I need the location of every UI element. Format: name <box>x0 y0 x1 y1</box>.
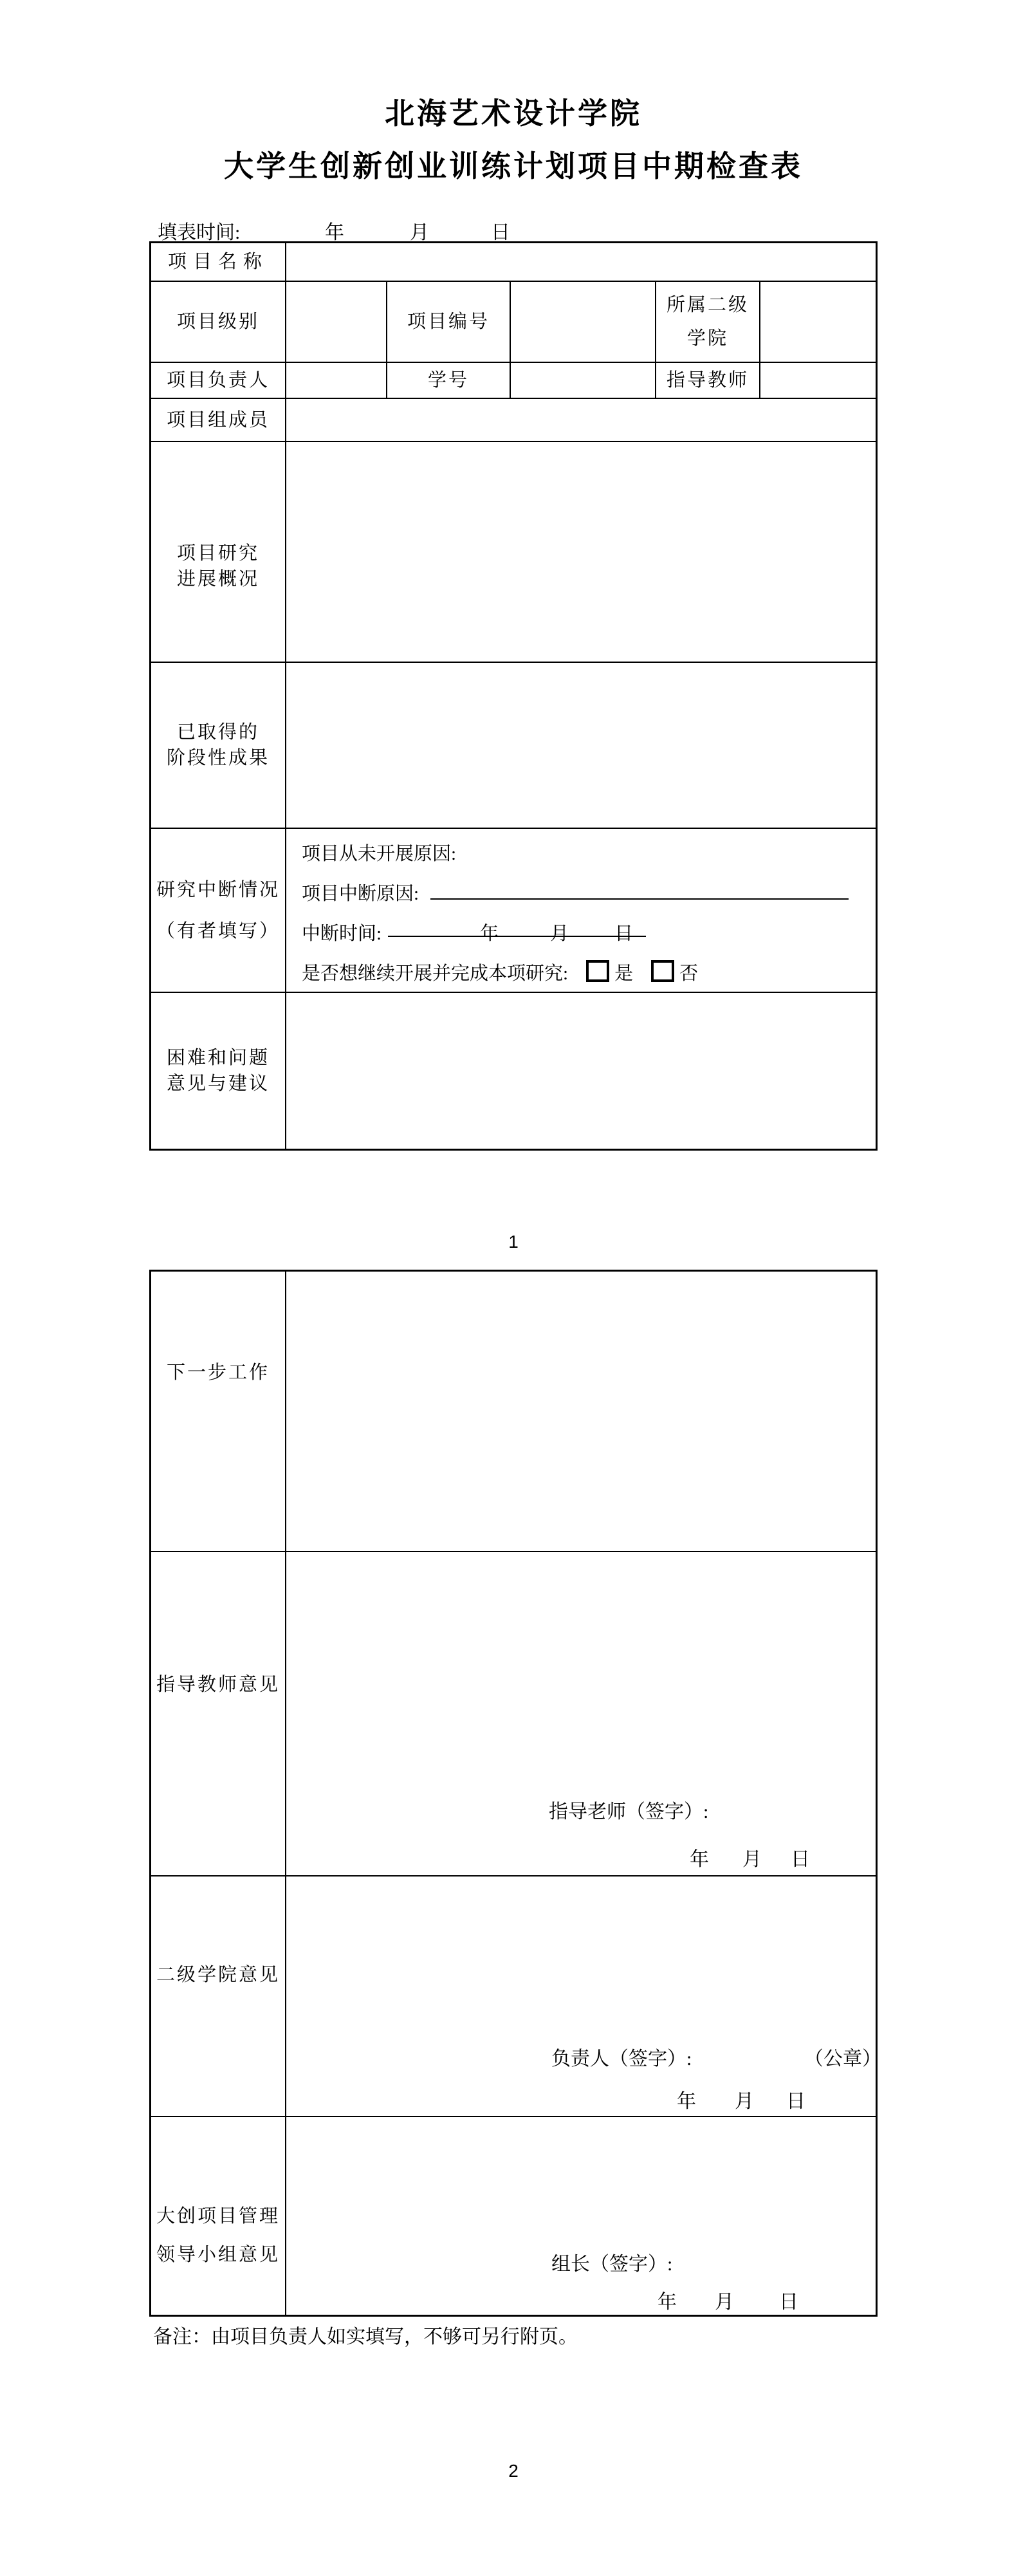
interrupt-time-line <box>302 914 876 954</box>
interrupt-time-label: 中断时间: <box>302 923 382 944</box>
advisor-signature-label: 指导老师（签字）: <box>549 1801 709 1822</box>
achieved-results-value-cell[interactable] <box>286 663 876 829</box>
advisor-value-cell[interactable] <box>760 363 876 399</box>
advisor-opinion-cell[interactable] <box>286 1552 876 1876</box>
college-opinion-cell[interactable] <box>286 1876 881 2117</box>
project-leader-value-cell[interactable] <box>286 363 387 399</box>
never-started-label: 项目从未开展原因: <box>302 844 457 864</box>
difficulties-value-cell[interactable] <box>286 993 876 1149</box>
advisor-label: 指导教师 <box>656 363 760 399</box>
project-leader-label: 项目负责人 <box>151 363 286 399</box>
project-level-label: 项目级别 <box>151 282 286 363</box>
no-checkbox[interactable] <box>651 960 674 982</box>
official-seal-label: （公章） <box>804 2048 881 2070</box>
next-step-label: 下一步工作 <box>151 1272 286 1552</box>
interrupt-reason-label: 项目中断原因: <box>302 884 419 904</box>
interruption-detail-cell <box>286 829 876 993</box>
student-id-label: 学号 <box>387 363 511 399</box>
advisor-opinion-label: 指导教师意见 <box>151 1552 286 1876</box>
fill-time-line <box>0 216 1021 242</box>
advisor-date-line: 年 月 日 <box>690 1849 810 1870</box>
footer-note: 备注：由项目负责人如实填写，不够可另行附页。 <box>153 2326 578 2348</box>
college-signature-label: 负责人（签字）: <box>551 2048 692 2070</box>
project-code-label: 项目编号 <box>387 282 511 363</box>
next-step-value-cell[interactable] <box>286 1272 876 1552</box>
fill-time-year-label: 年 <box>325 222 344 243</box>
interrupt-reason-blank-line[interactable] <box>430 876 849 900</box>
interrupt-year-label: 年 <box>480 923 499 944</box>
continue-question-line <box>302 954 876 994</box>
fill-time-month-label: 月 <box>410 222 429 243</box>
achieved-results-label: 已取得的 阶段性成果 <box>151 663 286 829</box>
college-value-cell[interactable] <box>760 282 876 363</box>
project-name-label: 项目名称 <box>151 243 286 282</box>
team-members-value-cell[interactable] <box>286 399 876 442</box>
never-started-line <box>302 834 876 874</box>
continue-question-label: 是否想继续开展并完成本项研究: <box>302 963 569 984</box>
project-level-value-cell[interactable] <box>286 282 387 363</box>
page-number-1: 1 <box>508 1232 519 1252</box>
yes-label: 是 <box>614 963 634 984</box>
midterm-check-table-page2 <box>149 1270 881 2317</box>
yes-checkbox[interactable] <box>586 960 609 982</box>
midterm-check-table-page1 <box>149 241 878 1151</box>
committee-opinion-cell[interactable] <box>286 2117 876 2315</box>
interrupt-time-blank-line[interactable] <box>388 914 646 944</box>
college-label: 所属二级 学院 <box>656 282 760 363</box>
student-id-value-cell[interactable] <box>511 363 656 399</box>
interrupt-day-label: 日 <box>614 923 634 944</box>
project-code-value-cell[interactable] <box>511 282 656 363</box>
page-number-2: 2 <box>508 2461 519 2481</box>
college-date-line: 年 月 日 <box>677 2091 805 2112</box>
project-name-value-cell[interactable] <box>286 243 876 282</box>
page-title-school: 北海艺术设计学院 <box>385 97 642 130</box>
college-opinion-label: 二级学院意见 <box>151 1876 286 2117</box>
page-title-form: 大学生创新创业训练计划项目中期检查表 <box>224 150 803 183</box>
no-label: 否 <box>679 963 699 984</box>
research-progress-value-cell[interactable] <box>286 442 876 663</box>
interruption-label: 研究中断情况 （有者填写） <box>151 829 286 993</box>
committee-date-line: 年 月 日 <box>658 2292 798 2313</box>
fill-time-day-label: 日 <box>491 222 510 243</box>
team-members-label: 项目组成员 <box>151 399 286 442</box>
research-progress-label: 项目研究 进展概况 <box>151 442 286 663</box>
interrupt-reason-line <box>302 874 876 914</box>
committee-signature-label: 组长（签字）: <box>551 2254 673 2275</box>
fill-time-label: 填表时间: <box>158 222 241 243</box>
committee-opinion-label: 大创项目管理 领导小组意见 <box>151 2117 286 2315</box>
difficulties-label: 困难和问题 意见与建议 <box>151 993 286 1149</box>
interrupt-month-label: 月 <box>550 923 569 944</box>
